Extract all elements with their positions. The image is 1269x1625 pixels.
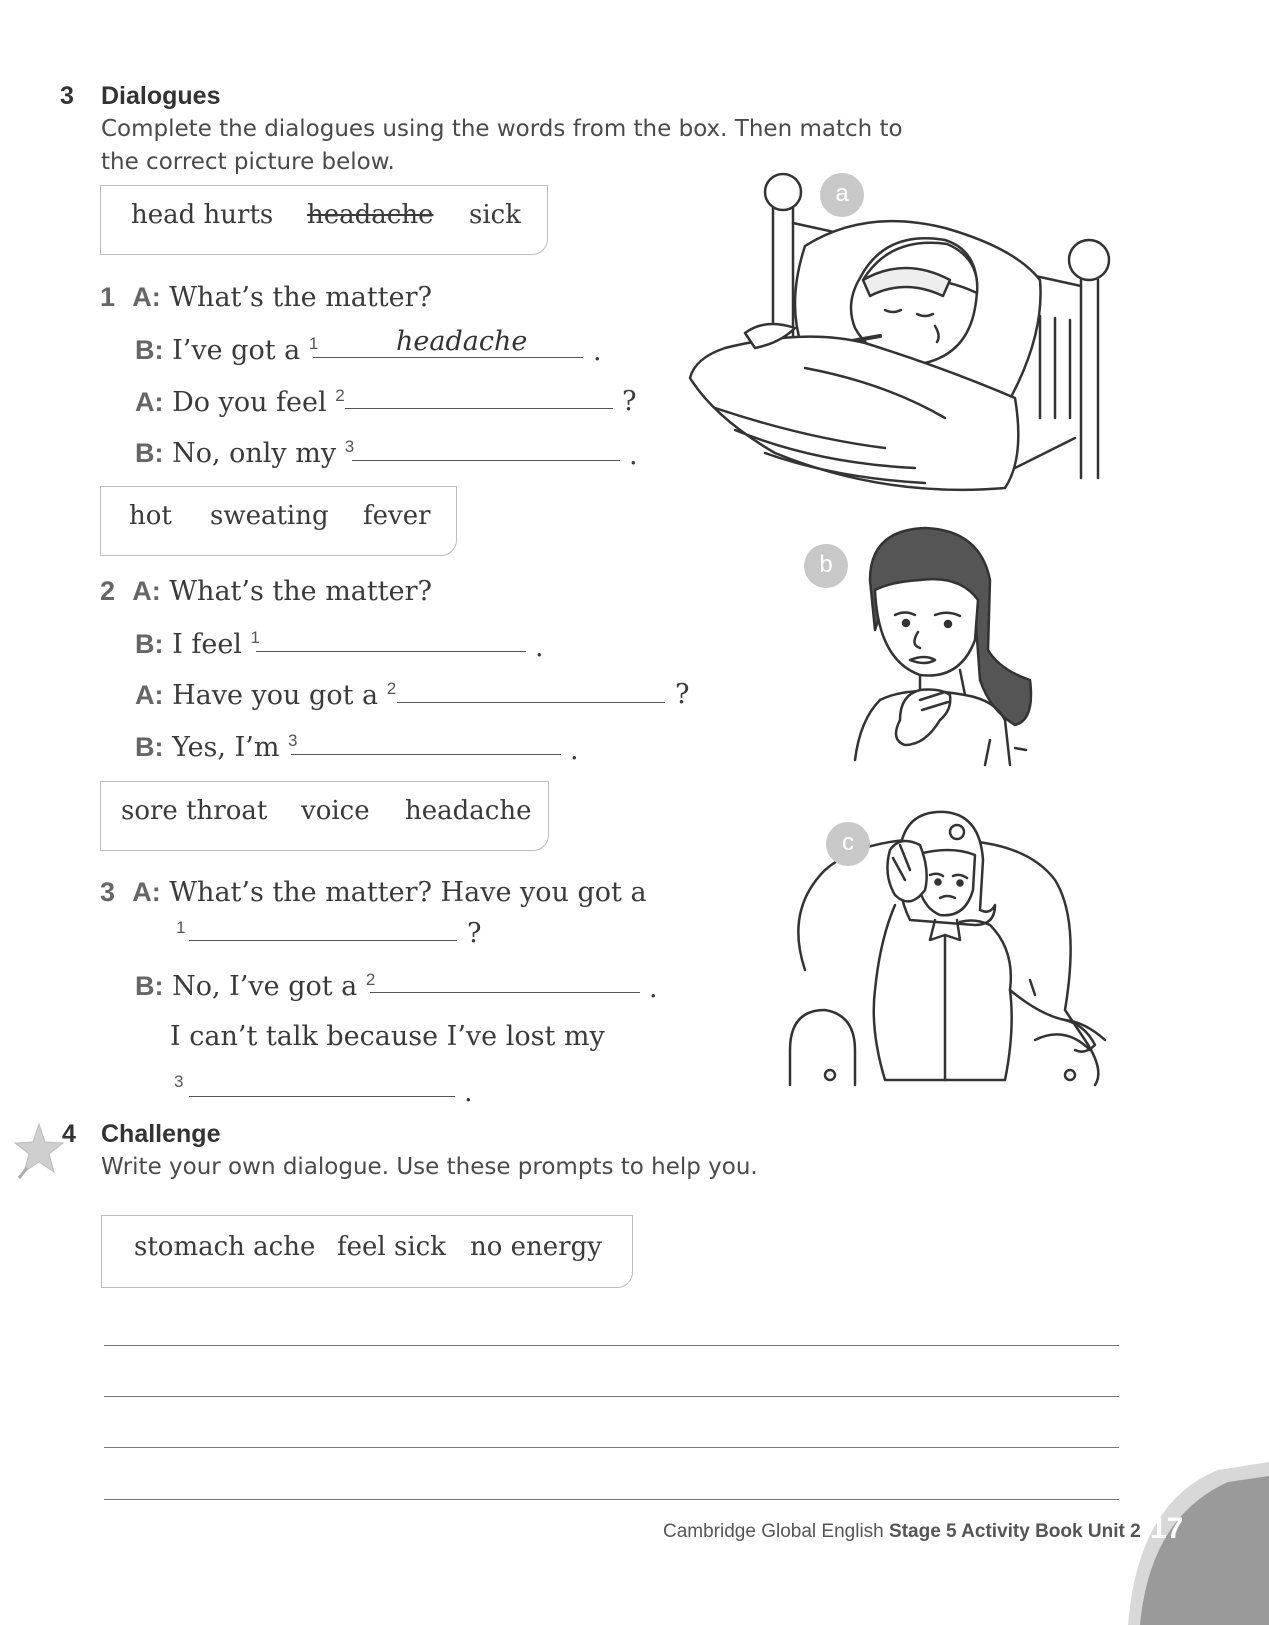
footer-text	[663, 1521, 1141, 1543]
footer-series: Cambridge Global English	[663, 1521, 884, 1542]
picture-badge-b: b	[804, 544, 848, 588]
section-title: Challenge	[101, 1120, 221, 1148]
word-box-item: no energy	[470, 1232, 602, 1262]
instruction-line-2: the correct picture below.	[101, 149, 395, 175]
punctuation: .	[649, 973, 658, 1004]
word-box-item: hot	[129, 501, 172, 531]
word-box-item: sore throat	[121, 796, 268, 826]
instruction-line-1: Complete the dialogues using the words from the box. Then match to	[101, 116, 903, 142]
answer-blank[interactable]	[189, 1096, 455, 1097]
word-box-item: sick	[469, 200, 521, 230]
word-box-4	[101, 1215, 633, 1288]
punctuation: .	[629, 440, 638, 471]
section-number: 4	[62, 1120, 76, 1148]
answer-blank[interactable]	[189, 940, 457, 941]
writing-line[interactable]	[104, 1499, 1119, 1500]
answer-blank[interactable]	[313, 357, 583, 358]
word-box-item: sweating	[210, 501, 329, 531]
answer-blank[interactable]	[370, 992, 640, 993]
punctuation: ?	[675, 679, 690, 710]
punctuation: ?	[467, 918, 482, 949]
punctuation: .	[535, 632, 544, 663]
picture-badge-c: c	[826, 822, 870, 866]
dialogue-3-line-3: I can’t talk because I’ve lost my	[170, 1021, 605, 1052]
filled-answer: headache	[396, 326, 528, 357]
answer-blank[interactable]	[256, 651, 526, 652]
picture-badge-a: a	[820, 173, 864, 217]
writing-line[interactable]	[104, 1396, 1119, 1397]
dialogue-1-line-1: 1 A: What’s the matter?	[100, 282, 432, 313]
writing-line[interactable]	[104, 1447, 1119, 1448]
answer-blank[interactable]	[291, 754, 561, 755]
word-box-item: voice	[301, 796, 370, 826]
blank-number: 1	[176, 918, 186, 937]
dialogue-3-line-1: 3 A: What’s the matter? Have you got a	[100, 877, 647, 908]
dialogue-1-line-4: B: No, only my $^3$	[135, 437, 355, 469]
dialogue-2-line-3: A: Have you got a $^2$	[135, 679, 397, 711]
word-box-item: head hurts	[131, 200, 274, 230]
section-number: 3	[60, 82, 74, 110]
answer-blank[interactable]	[397, 702, 665, 703]
word-box-item: stomach ache	[134, 1232, 316, 1262]
punctuation: .	[570, 735, 579, 766]
answer-blank[interactable]	[345, 408, 613, 409]
dialogue-1-line-2: B: I’ve got a $^1$	[135, 334, 319, 366]
star-icon	[13, 1122, 65, 1180]
word-box-2	[100, 486, 457, 556]
word-box-item-crossed: headache	[307, 200, 434, 230]
word-box-3	[100, 781, 549, 851]
punctuation: .	[593, 336, 602, 367]
dialogue-3-line-2: B: No, I’ve got a $^2$	[135, 970, 376, 1002]
picture-b-girl-sore-throat	[840, 520, 1040, 770]
dialogue-2-line-4: B: Yes, I’m $^3$	[135, 731, 298, 763]
writing-line[interactable]	[104, 1345, 1119, 1346]
word-box-item: headache	[405, 796, 532, 826]
word-box-item: feel sick	[337, 1232, 446, 1262]
punctuation: .	[464, 1077, 473, 1108]
dialogue-2-line-1: 2 A: What’s the matter?	[100, 576, 432, 607]
dialogue-1-line-3: A: Do you feel $^2$	[135, 386, 345, 418]
section-title: Dialogues	[101, 82, 221, 110]
footer-detail: Stage 5 Activity Book Unit 2	[889, 1521, 1141, 1542]
dialogue-2-line-2: B: I feel $^1$	[135, 628, 260, 660]
page-number: 17	[1150, 1512, 1184, 1545]
punctuation: ?	[622, 386, 637, 417]
word-box-1	[100, 185, 548, 255]
answer-blank[interactable]	[352, 460, 620, 461]
word-box-item: fever	[363, 501, 431, 531]
blank-number: 3	[174, 1072, 184, 1091]
instruction: Write your own dialogue. Use these prompts to help you.	[101, 1154, 758, 1180]
page-tab	[1118, 1462, 1269, 1625]
picture-a-child-in-bed	[685, 168, 1115, 498]
